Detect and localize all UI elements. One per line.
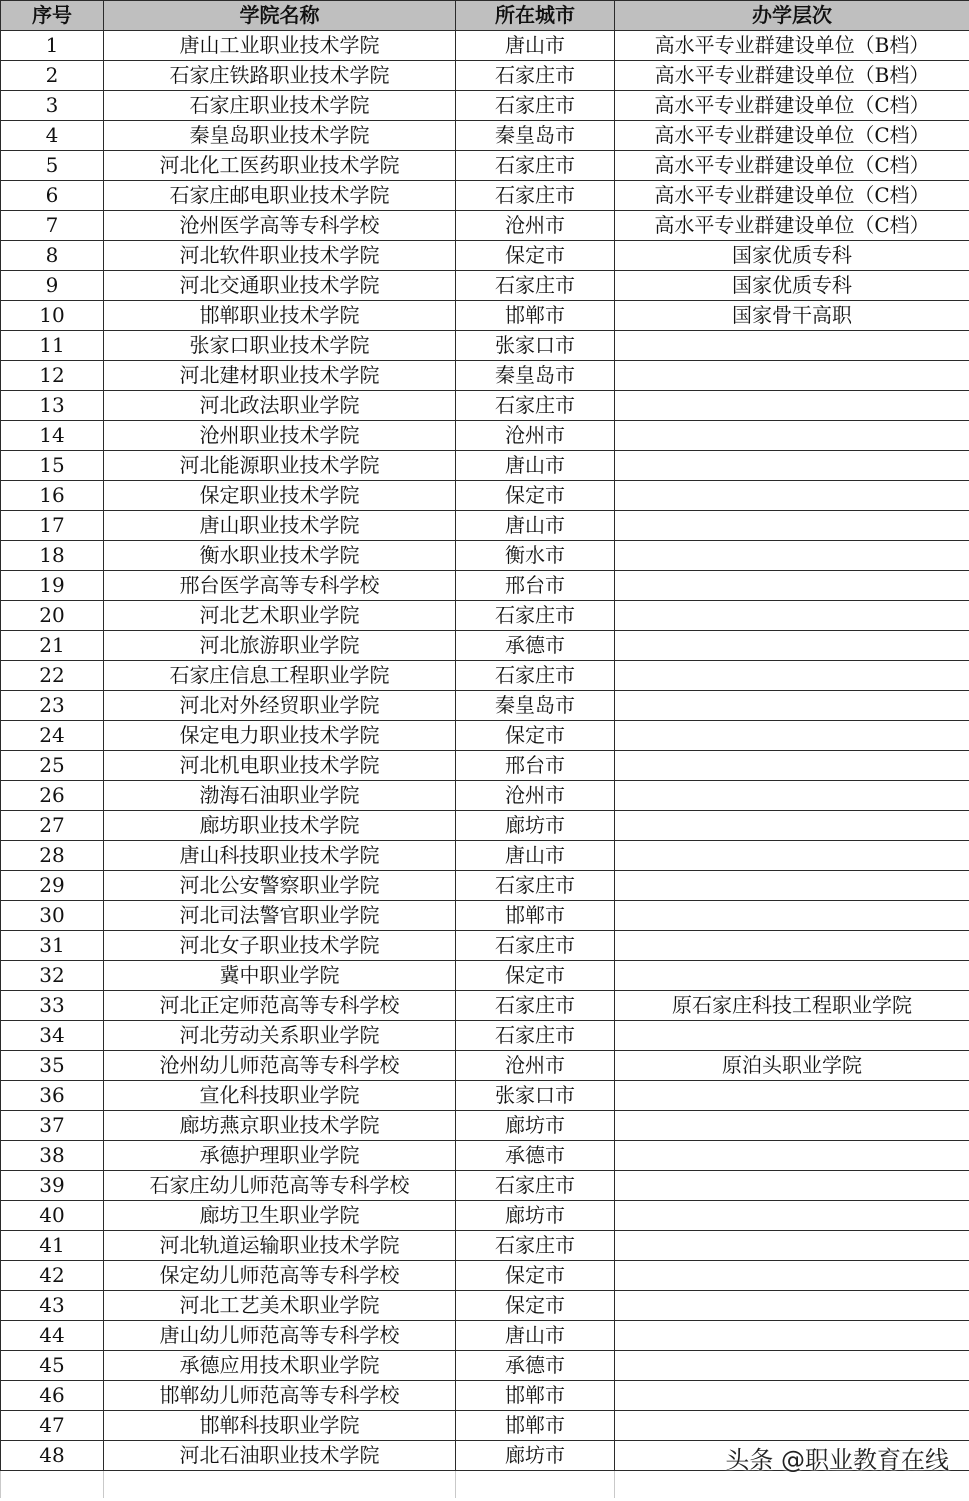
table-row bbox=[1, 751, 969, 781]
cell-college-name: 河北劳动关系职业学院 bbox=[104, 1021, 456, 1051]
table-row bbox=[1, 511, 969, 541]
cell-index: 13 bbox=[1, 391, 104, 421]
cell-level: 国家骨干高职 bbox=[615, 301, 969, 331]
cell-college-name: 承德应用技术职业学院 bbox=[104, 1351, 456, 1381]
table-row bbox=[1, 1141, 969, 1171]
cell-index: 5 bbox=[1, 151, 104, 181]
cell-city: 石家庄市 bbox=[456, 661, 615, 691]
cell-city: 张家口市 bbox=[456, 1081, 615, 1111]
cell-index: 32 bbox=[1, 961, 104, 991]
cell-city: 保定市 bbox=[456, 721, 615, 751]
cell-city: 石家庄市 bbox=[456, 991, 615, 1021]
cell-city: 秦皇岛市 bbox=[456, 361, 615, 391]
cell-level: 高水平专业群建设单位（C档） bbox=[615, 151, 969, 181]
cell-college-name: 河北正定师范高等专科学校 bbox=[104, 991, 456, 1021]
cell-index: 2 bbox=[1, 61, 104, 91]
cell-level: 原石家庄科技工程职业学院 bbox=[615, 991, 969, 1021]
cell-college-name: 河北司法警官职业学院 bbox=[104, 901, 456, 931]
cell-index: 7 bbox=[1, 211, 104, 241]
watermark-text: 头条 @职业教育在线 bbox=[725, 1446, 949, 1474]
table-row bbox=[1, 1291, 969, 1321]
cell-college-name: 河北机电职业技术学院 bbox=[104, 751, 456, 781]
empty-cell bbox=[104, 1471, 456, 1499]
cell-city: 沧州市 bbox=[456, 211, 615, 241]
cell-city: 保定市 bbox=[456, 1261, 615, 1291]
cell-city: 石家庄市 bbox=[456, 1021, 615, 1051]
table-row bbox=[1, 1261, 969, 1291]
table-row bbox=[1, 1021, 969, 1051]
cell-level: 高水平专业群建设单位（C档） bbox=[615, 211, 969, 241]
cell-index: 24 bbox=[1, 721, 104, 751]
cell-college-name: 河北化工医药职业技术学院 bbox=[104, 151, 456, 181]
cell-city: 石家庄市 bbox=[456, 871, 615, 901]
table-row bbox=[1, 571, 969, 601]
cell-city: 保定市 bbox=[456, 961, 615, 991]
table-row bbox=[1, 451, 969, 481]
cell-level bbox=[615, 661, 969, 691]
empty-cell bbox=[456, 1471, 615, 1499]
cell-city: 石家庄市 bbox=[456, 61, 615, 91]
cell-index: 17 bbox=[1, 511, 104, 541]
table-row bbox=[1, 661, 969, 691]
cell-city: 邯郸市 bbox=[456, 1381, 615, 1411]
cell-index: 6 bbox=[1, 181, 104, 211]
header-row bbox=[1, 1, 969, 31]
cell-city: 承德市 bbox=[456, 1141, 615, 1171]
table-row bbox=[1, 151, 969, 181]
cell-level bbox=[615, 1111, 969, 1141]
cell-index: 12 bbox=[1, 361, 104, 391]
cell-city: 石家庄市 bbox=[456, 1171, 615, 1201]
cell-index: 15 bbox=[1, 451, 104, 481]
cell-college-name: 唐山幼儿师范高等专科学校 bbox=[104, 1321, 456, 1351]
table-row bbox=[1, 121, 969, 151]
cell-level bbox=[615, 1171, 969, 1201]
cell-index: 38 bbox=[1, 1141, 104, 1171]
header-college-name: 学院名称 bbox=[104, 1, 456, 31]
cell-level bbox=[615, 421, 969, 451]
table-row bbox=[1, 781, 969, 811]
table-row bbox=[1, 1351, 969, 1381]
table-row bbox=[1, 1201, 969, 1231]
table-row bbox=[1, 301, 969, 331]
cell-college-name: 廊坊卫生职业学院 bbox=[104, 1201, 456, 1231]
cell-college-name: 唐山科技职业技术学院 bbox=[104, 841, 456, 871]
cell-level bbox=[615, 481, 969, 511]
cell-level bbox=[615, 1231, 969, 1261]
cell-index: 4 bbox=[1, 121, 104, 151]
cell-index: 20 bbox=[1, 601, 104, 631]
cell-city: 承德市 bbox=[456, 1351, 615, 1381]
cell-city: 廊坊市 bbox=[456, 1441, 615, 1471]
table-row bbox=[1, 421, 969, 451]
cell-index: 23 bbox=[1, 691, 104, 721]
table-row bbox=[1, 631, 969, 661]
cell-level bbox=[615, 1021, 969, 1051]
cell-level bbox=[615, 391, 969, 421]
cell-college-name: 石家庄铁路职业技术学院 bbox=[104, 61, 456, 91]
cell-city: 唐山市 bbox=[456, 511, 615, 541]
cell-college-name: 衡水职业技术学院 bbox=[104, 541, 456, 571]
cell-college-name: 邢台医学高等专科学校 bbox=[104, 571, 456, 601]
cell-college-name: 河北能源职业技术学院 bbox=[104, 451, 456, 481]
table-row bbox=[1, 181, 969, 211]
cell-college-name: 河北艺术职业学院 bbox=[104, 601, 456, 631]
cell-level bbox=[615, 451, 969, 481]
cell-level bbox=[615, 751, 969, 781]
cell-city: 张家口市 bbox=[456, 331, 615, 361]
cell-index: 1 bbox=[1, 31, 104, 61]
cell-index: 42 bbox=[1, 1261, 104, 1291]
cell-city: 邯郸市 bbox=[456, 901, 615, 931]
cell-index: 40 bbox=[1, 1201, 104, 1231]
cell-index: 36 bbox=[1, 1081, 104, 1111]
cell-level bbox=[615, 1351, 969, 1381]
cell-index: 10 bbox=[1, 301, 104, 331]
cell-level: 国家优质专科 bbox=[615, 241, 969, 271]
cell-index: 33 bbox=[1, 991, 104, 1021]
cell-level bbox=[615, 691, 969, 721]
cell-index: 22 bbox=[1, 661, 104, 691]
cell-index: 28 bbox=[1, 841, 104, 871]
cell-level bbox=[615, 1141, 969, 1171]
cell-level bbox=[615, 1081, 969, 1111]
cell-college-name: 河北软件职业技术学院 bbox=[104, 241, 456, 271]
cell-city: 石家庄市 bbox=[456, 931, 615, 961]
cell-college-name: 河北公安警察职业学院 bbox=[104, 871, 456, 901]
cell-index: 19 bbox=[1, 571, 104, 601]
table-row bbox=[1, 61, 969, 91]
cell-college-name: 石家庄邮电职业技术学院 bbox=[104, 181, 456, 211]
cell-index: 47 bbox=[1, 1411, 104, 1441]
cell-level bbox=[615, 1321, 969, 1351]
cell-level bbox=[615, 571, 969, 601]
table-row bbox=[1, 1051, 969, 1081]
cell-city: 邯郸市 bbox=[456, 301, 615, 331]
cell-index: 29 bbox=[1, 871, 104, 901]
table-row bbox=[1, 1231, 969, 1261]
table-row bbox=[1, 721, 969, 751]
cell-level bbox=[615, 871, 969, 901]
cell-college-name: 宣化科技职业学院 bbox=[104, 1081, 456, 1111]
cell-level: 高水平专业群建设单位（C档） bbox=[615, 91, 969, 121]
cell-level: 高水平专业群建设单位（B档） bbox=[615, 31, 969, 61]
cell-level: 原泊头职业学院 bbox=[615, 1051, 969, 1081]
cell-index: 41 bbox=[1, 1231, 104, 1261]
cell-college-name: 沧州幼儿师范高等专科学校 bbox=[104, 1051, 456, 1081]
cell-city: 廊坊市 bbox=[456, 811, 615, 841]
cell-college-name: 石家庄信息工程职业学院 bbox=[104, 661, 456, 691]
table-row bbox=[1, 1081, 969, 1111]
cell-level bbox=[615, 541, 969, 571]
cell-college-name: 河北轨道运输职业技术学院 bbox=[104, 1231, 456, 1261]
table-row bbox=[1, 961, 969, 991]
cell-college-name: 河北石油职业技术学院 bbox=[104, 1441, 456, 1471]
cell-city: 邢台市 bbox=[456, 571, 615, 601]
cell-level bbox=[615, 511, 969, 541]
header-city: 所在城市 bbox=[456, 1, 615, 31]
cell-city: 石家庄市 bbox=[456, 91, 615, 121]
cell-city: 秦皇岛市 bbox=[456, 121, 615, 151]
cell-college-name: 承德护理职业学院 bbox=[104, 1141, 456, 1171]
cell-college-name: 渤海石油职业学院 bbox=[104, 781, 456, 811]
cell-level bbox=[615, 931, 969, 961]
header-level: 办学层次 bbox=[615, 1, 969, 31]
table-body bbox=[1, 31, 969, 1499]
cell-city: 石家庄市 bbox=[456, 1231, 615, 1261]
cell-level bbox=[615, 961, 969, 991]
cell-index: 9 bbox=[1, 271, 104, 301]
cell-city: 沧州市 bbox=[456, 1051, 615, 1081]
cell-city: 邯郸市 bbox=[456, 1411, 615, 1441]
cell-college-name: 石家庄幼儿师范高等专科学校 bbox=[104, 1171, 456, 1201]
cell-index: 48 bbox=[1, 1441, 104, 1471]
cell-level bbox=[615, 631, 969, 661]
cell-index: 27 bbox=[1, 811, 104, 841]
cell-college-name: 冀中职业学院 bbox=[104, 961, 456, 991]
cell-index: 34 bbox=[1, 1021, 104, 1051]
cell-city: 石家庄市 bbox=[456, 181, 615, 211]
cell-level bbox=[615, 1201, 969, 1231]
cell-college-name: 河北对外经贸职业学院 bbox=[104, 691, 456, 721]
cell-city: 承德市 bbox=[456, 631, 615, 661]
cell-index: 30 bbox=[1, 901, 104, 931]
cell-index: 11 bbox=[1, 331, 104, 361]
table-row bbox=[1, 601, 969, 631]
table-row bbox=[1, 991, 969, 1021]
cell-index: 37 bbox=[1, 1111, 104, 1141]
cell-college-name: 张家口职业技术学院 bbox=[104, 331, 456, 361]
empty-cell bbox=[1, 1471, 104, 1499]
table-row bbox=[1, 481, 969, 511]
table-row bbox=[1, 211, 969, 241]
cell-city: 石家庄市 bbox=[456, 271, 615, 301]
table-row bbox=[1, 811, 969, 841]
cell-index: 14 bbox=[1, 421, 104, 451]
cell-index: 31 bbox=[1, 931, 104, 961]
cell-college-name: 河北建材职业技术学院 bbox=[104, 361, 456, 391]
cell-level bbox=[615, 361, 969, 391]
table-row bbox=[1, 391, 969, 421]
table-row bbox=[1, 1411, 969, 1441]
cell-level bbox=[615, 901, 969, 931]
table-row bbox=[1, 31, 969, 61]
cell-index: 16 bbox=[1, 481, 104, 511]
table-row bbox=[1, 931, 969, 961]
cell-city: 廊坊市 bbox=[456, 1201, 615, 1231]
table-row bbox=[1, 1321, 969, 1351]
cell-city: 唐山市 bbox=[456, 1321, 615, 1351]
table-row bbox=[1, 331, 969, 361]
cell-index: 18 bbox=[1, 541, 104, 571]
cell-city: 唐山市 bbox=[456, 31, 615, 61]
cell-college-name: 保定幼儿师范高等专科学校 bbox=[104, 1261, 456, 1291]
cell-index: 25 bbox=[1, 751, 104, 781]
cell-college-name: 保定电力职业技术学院 bbox=[104, 721, 456, 751]
header-index: 序号 bbox=[1, 1, 104, 31]
cell-college-name: 保定职业技术学院 bbox=[104, 481, 456, 511]
cell-college-name: 河北交通职业技术学院 bbox=[104, 271, 456, 301]
cell-level bbox=[615, 781, 969, 811]
cell-level bbox=[615, 331, 969, 361]
table-row bbox=[1, 901, 969, 931]
cell-level bbox=[615, 1411, 969, 1441]
cell-city: 廊坊市 bbox=[456, 1111, 615, 1141]
cell-city: 唐山市 bbox=[456, 451, 615, 481]
cell-level bbox=[615, 601, 969, 631]
table-row bbox=[1, 91, 969, 121]
cell-index: 39 bbox=[1, 1171, 104, 1201]
cell-city: 石家庄市 bbox=[456, 151, 615, 181]
table-row bbox=[1, 691, 969, 721]
cell-city: 石家庄市 bbox=[456, 601, 615, 631]
cell-index: 35 bbox=[1, 1051, 104, 1081]
table-row bbox=[1, 541, 969, 571]
cell-college-name: 邯郸幼儿师范高等专科学校 bbox=[104, 1381, 456, 1411]
cell-college-name: 廊坊燕京职业技术学院 bbox=[104, 1111, 456, 1141]
cell-level: 高水平专业群建设单位（B档） bbox=[615, 61, 969, 91]
cell-college-name: 沧州职业技术学院 bbox=[104, 421, 456, 451]
cell-index: 21 bbox=[1, 631, 104, 661]
cell-college-name: 沧州医学高等专科学校 bbox=[104, 211, 456, 241]
cell-city: 秦皇岛市 bbox=[456, 691, 615, 721]
cell-level: 高水平专业群建设单位（C档） bbox=[615, 121, 969, 151]
cell-index: 46 bbox=[1, 1381, 104, 1411]
table-row bbox=[1, 1381, 969, 1411]
cell-level bbox=[615, 841, 969, 871]
cell-college-name: 河北旅游职业学院 bbox=[104, 631, 456, 661]
cell-index: 8 bbox=[1, 241, 104, 271]
cell-level bbox=[615, 1381, 969, 1411]
table-row bbox=[1, 361, 969, 391]
table-row bbox=[1, 1111, 969, 1141]
cell-college-name: 唐山工业职业技术学院 bbox=[104, 31, 456, 61]
cell-city: 衡水市 bbox=[456, 541, 615, 571]
cell-college-name: 秦皇岛职业技术学院 bbox=[104, 121, 456, 151]
cell-index: 26 bbox=[1, 781, 104, 811]
cell-index: 45 bbox=[1, 1351, 104, 1381]
cell-level bbox=[615, 721, 969, 751]
cell-city: 保定市 bbox=[456, 1291, 615, 1321]
cell-college-name: 河北工艺美术职业学院 bbox=[104, 1291, 456, 1321]
cell-level bbox=[615, 1291, 969, 1321]
cell-level bbox=[615, 811, 969, 841]
cell-index: 3 bbox=[1, 91, 104, 121]
table-row bbox=[1, 871, 969, 901]
table-row bbox=[1, 241, 969, 271]
cell-college-name: 邯郸科技职业学院 bbox=[104, 1411, 456, 1441]
cell-city: 唐山市 bbox=[456, 841, 615, 871]
cell-index: 44 bbox=[1, 1321, 104, 1351]
cell-college-name: 廊坊职业技术学院 bbox=[104, 811, 456, 841]
table-row bbox=[1, 1171, 969, 1201]
cell-college-name: 邯郸职业技术学院 bbox=[104, 301, 456, 331]
cell-city: 石家庄市 bbox=[456, 391, 615, 421]
cell-city: 保定市 bbox=[456, 241, 615, 271]
cell-college-name: 河北政法职业学院 bbox=[104, 391, 456, 421]
table-row bbox=[1, 271, 969, 301]
cell-college-name: 石家庄职业技术学院 bbox=[104, 91, 456, 121]
table-row bbox=[1, 841, 969, 871]
cell-level: 国家优质专科 bbox=[615, 271, 969, 301]
cell-city: 沧州市 bbox=[456, 781, 615, 811]
cell-city: 沧州市 bbox=[456, 421, 615, 451]
cell-college-name: 河北女子职业技术学院 bbox=[104, 931, 456, 961]
cell-level: 高水平专业群建设单位（C档） bbox=[615, 181, 969, 211]
cell-index: 43 bbox=[1, 1291, 104, 1321]
cell-level bbox=[615, 1261, 969, 1291]
cell-college-name: 唐山职业技术学院 bbox=[104, 511, 456, 541]
cell-city: 保定市 bbox=[456, 481, 615, 511]
cell-city: 邢台市 bbox=[456, 751, 615, 781]
